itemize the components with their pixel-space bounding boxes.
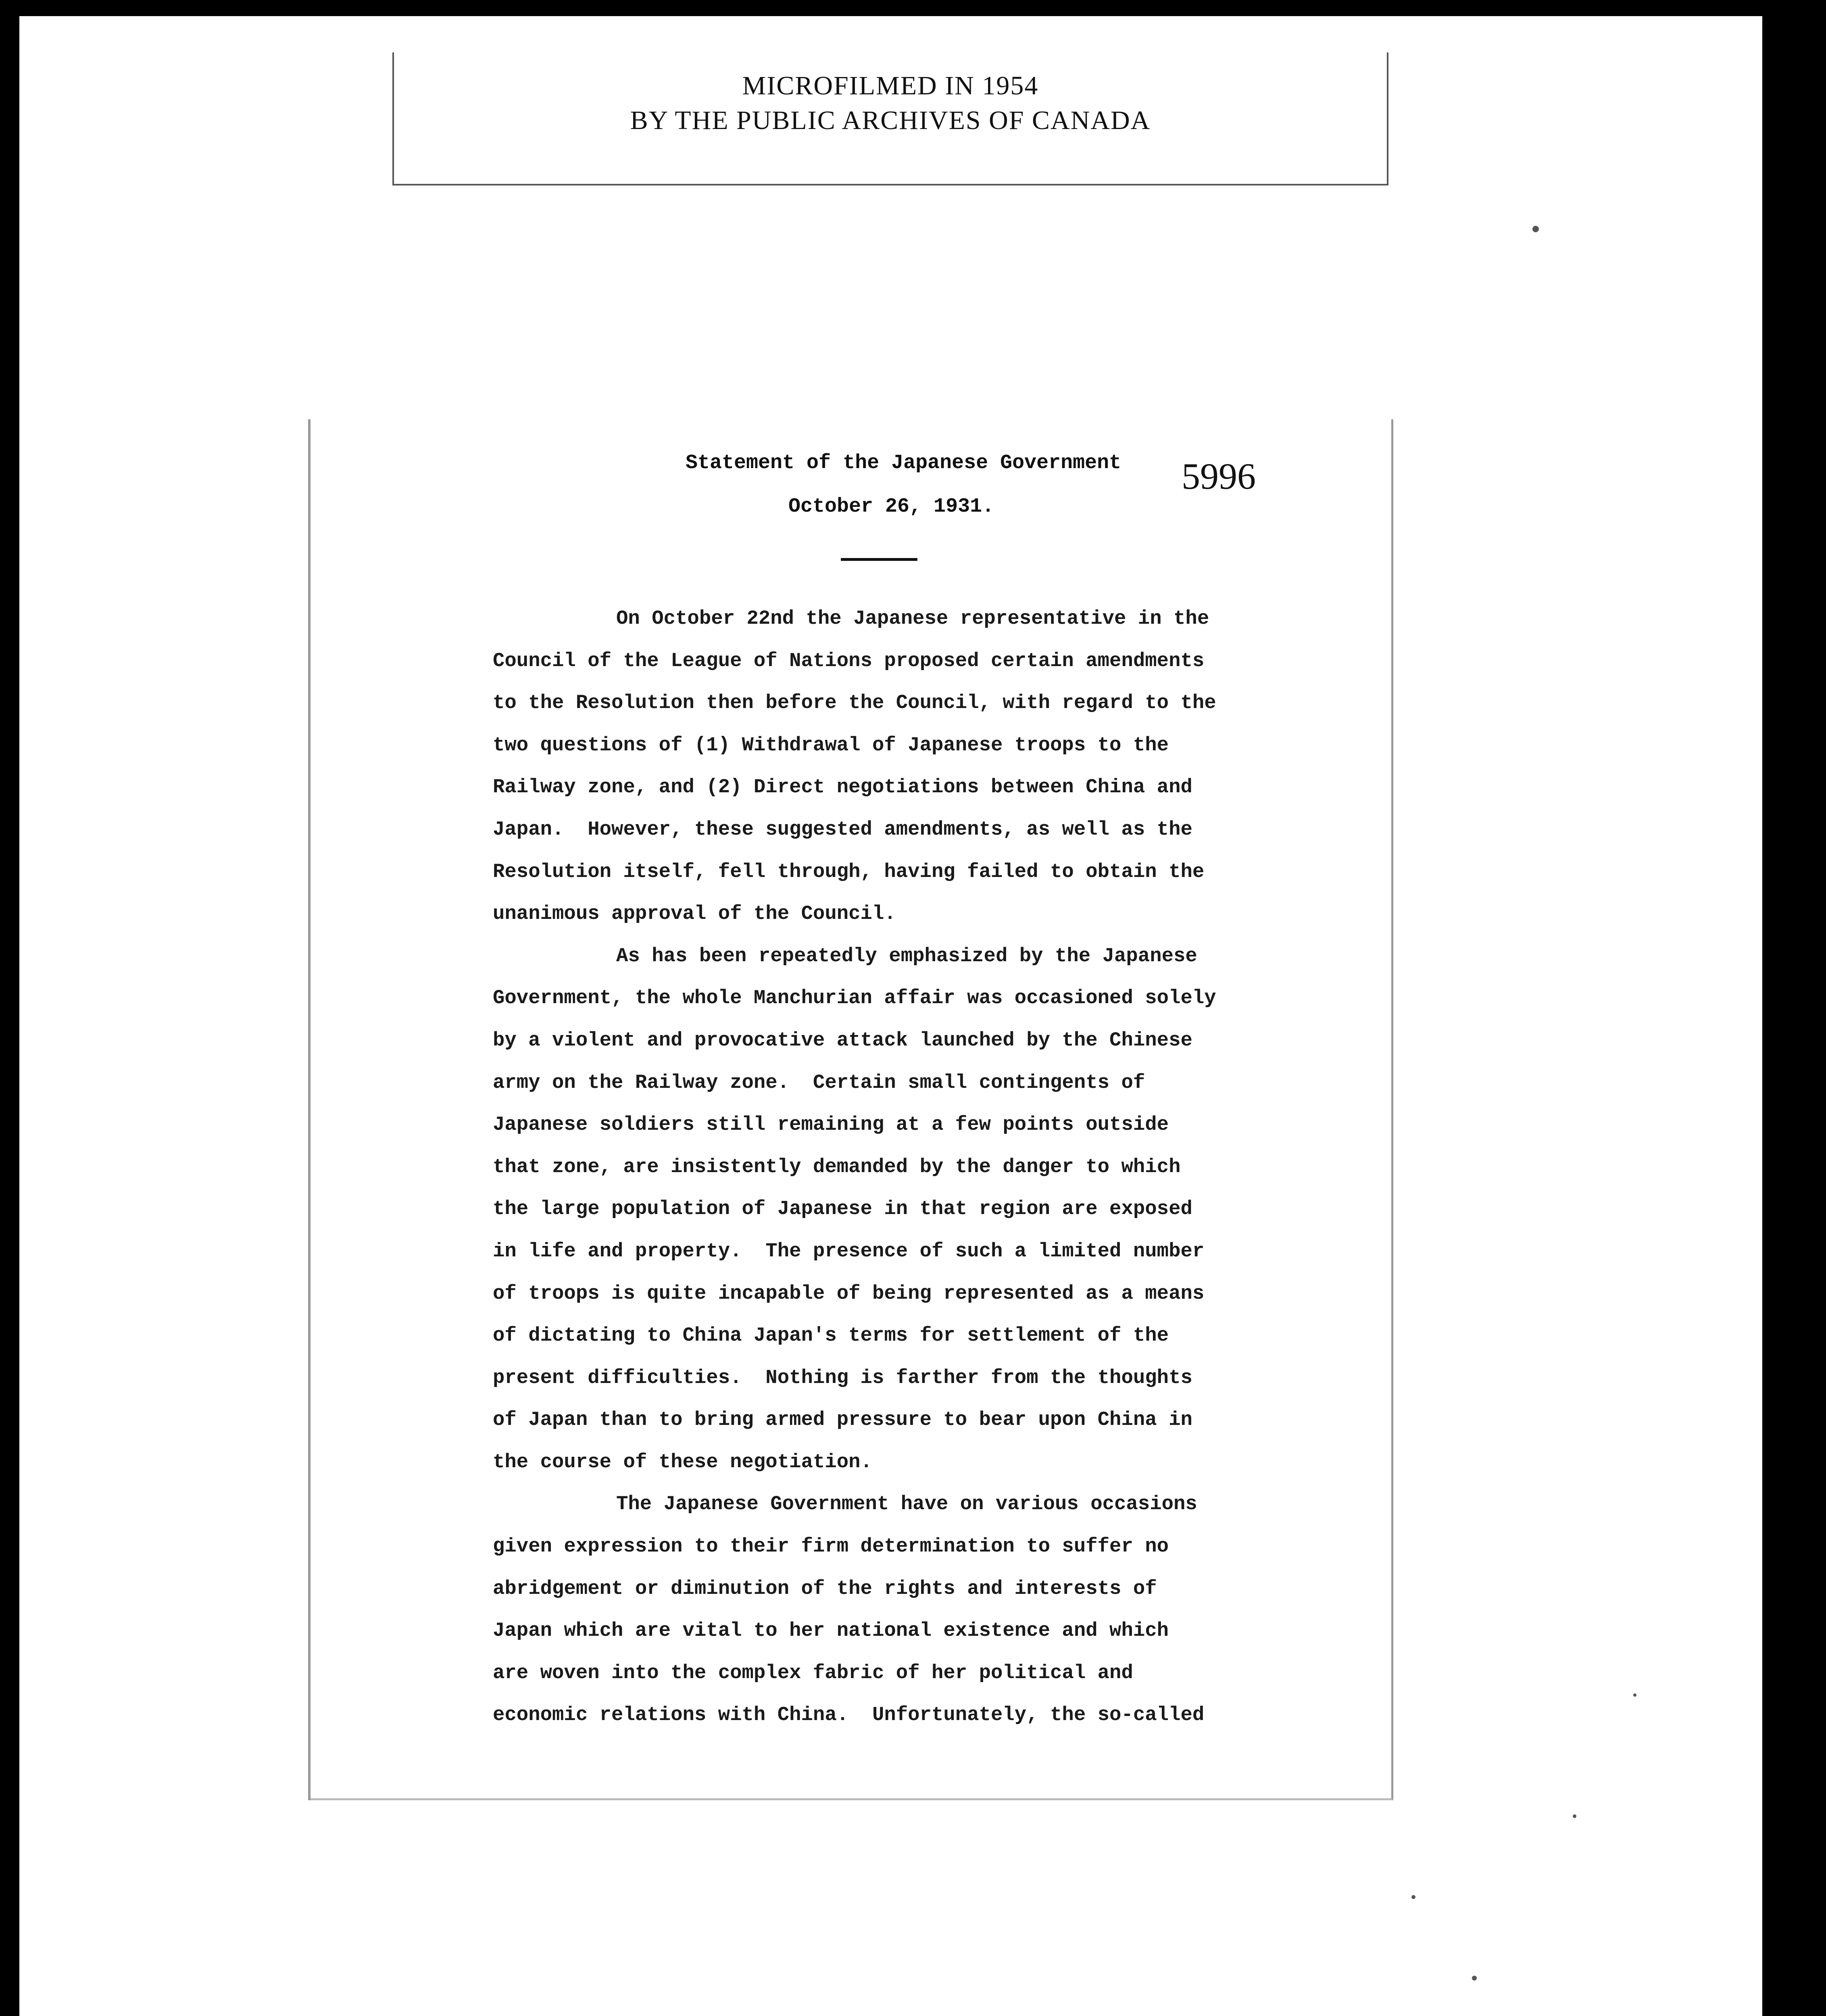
microfilm-stamp — [392, 52, 1388, 185]
film-speck — [1411, 1895, 1415, 1899]
body-line: of dictating to China Japan's terms for settlement of the — [493, 1324, 1169, 1347]
body-line: As has been repeatedly emphasized by the Japanese — [616, 944, 1197, 967]
film-speck — [1633, 1693, 1636, 1697]
film-speck — [1532, 226, 1539, 232]
body-line: Japan which are vital to her national existence and which — [493, 1619, 1169, 1642]
body-line: in life and property. The presence of such a limited number — [493, 1239, 1205, 1262]
body-line: the large population of Japanese in that region are exposed — [493, 1198, 1192, 1220]
body-line: unanimous approval of the Council. — [493, 902, 896, 925]
body-line: that zone, are insistently demanded by the danger to which — [493, 1155, 1181, 1178]
body-line: Council of the League of Nations proposed certain amendments — [493, 649, 1205, 672]
body-line: On October 22nd the Japanese representative in the — [616, 607, 1209, 630]
document-title: Statement of the Japanese Government — [686, 452, 1121, 475]
body-line: by a violent and provocative attack launched by the Chinese — [493, 1029, 1192, 1052]
stamp-line-1: MICROFILMED IN 1954 — [742, 71, 1039, 100]
body-line: given expression to their firm determination to suffer no — [493, 1535, 1169, 1558]
body-line: to the Resolution then before the Council, with regard to the — [493, 691, 1216, 714]
body-line: Railway zone, and (2) Direct negotiations between China and — [493, 776, 1192, 799]
body-line: of troops is quite incapable of being represented as a means — [493, 1282, 1205, 1305]
body-line: present difficulties. Nothing is farther from the thoughts — [493, 1366, 1192, 1389]
body-line: of Japan than to bring armed pressure to bear upon China in — [493, 1408, 1192, 1431]
film-speck — [1573, 1814, 1576, 1818]
body-line: economic relations with China. Unfortunately, the so-called — [493, 1704, 1205, 1727]
body-line: abridgement or diminution of the rights and interests of — [493, 1577, 1157, 1600]
title-divider — [841, 558, 917, 561]
document-date: October 26, 1931. — [788, 495, 994, 518]
body-line: are woven into the complex fabric of her political and — [493, 1661, 1133, 1684]
body-line: the course of these negotiation. — [493, 1450, 872, 1473]
body-line: army on the Railway zone. Certain small contingents of — [493, 1071, 1145, 1094]
body-line: The Japanese Government have on various occasions — [616, 1493, 1197, 1516]
document-body — [493, 598, 1259, 1736]
document-number: 5996 — [1182, 456, 1256, 497]
film-speck — [1472, 1976, 1477, 1981]
stamp-line-2: BY THE PUBLIC ARCHIVES OF CANADA — [630, 106, 1151, 135]
body-line: Japanese soldiers still remaining at a few points outside — [493, 1113, 1169, 1136]
body-line: Government, the whole Manchurian affair was occasioned solely — [493, 987, 1216, 1010]
body-line: Resolution itself, fell through, having failed to obtain the — [493, 860, 1205, 883]
body-line: Japan. However, these suggested amendments, as well as the — [493, 818, 1192, 841]
body-line: two questions of (1) Withdrawal of Japanese troops to the — [493, 733, 1169, 756]
